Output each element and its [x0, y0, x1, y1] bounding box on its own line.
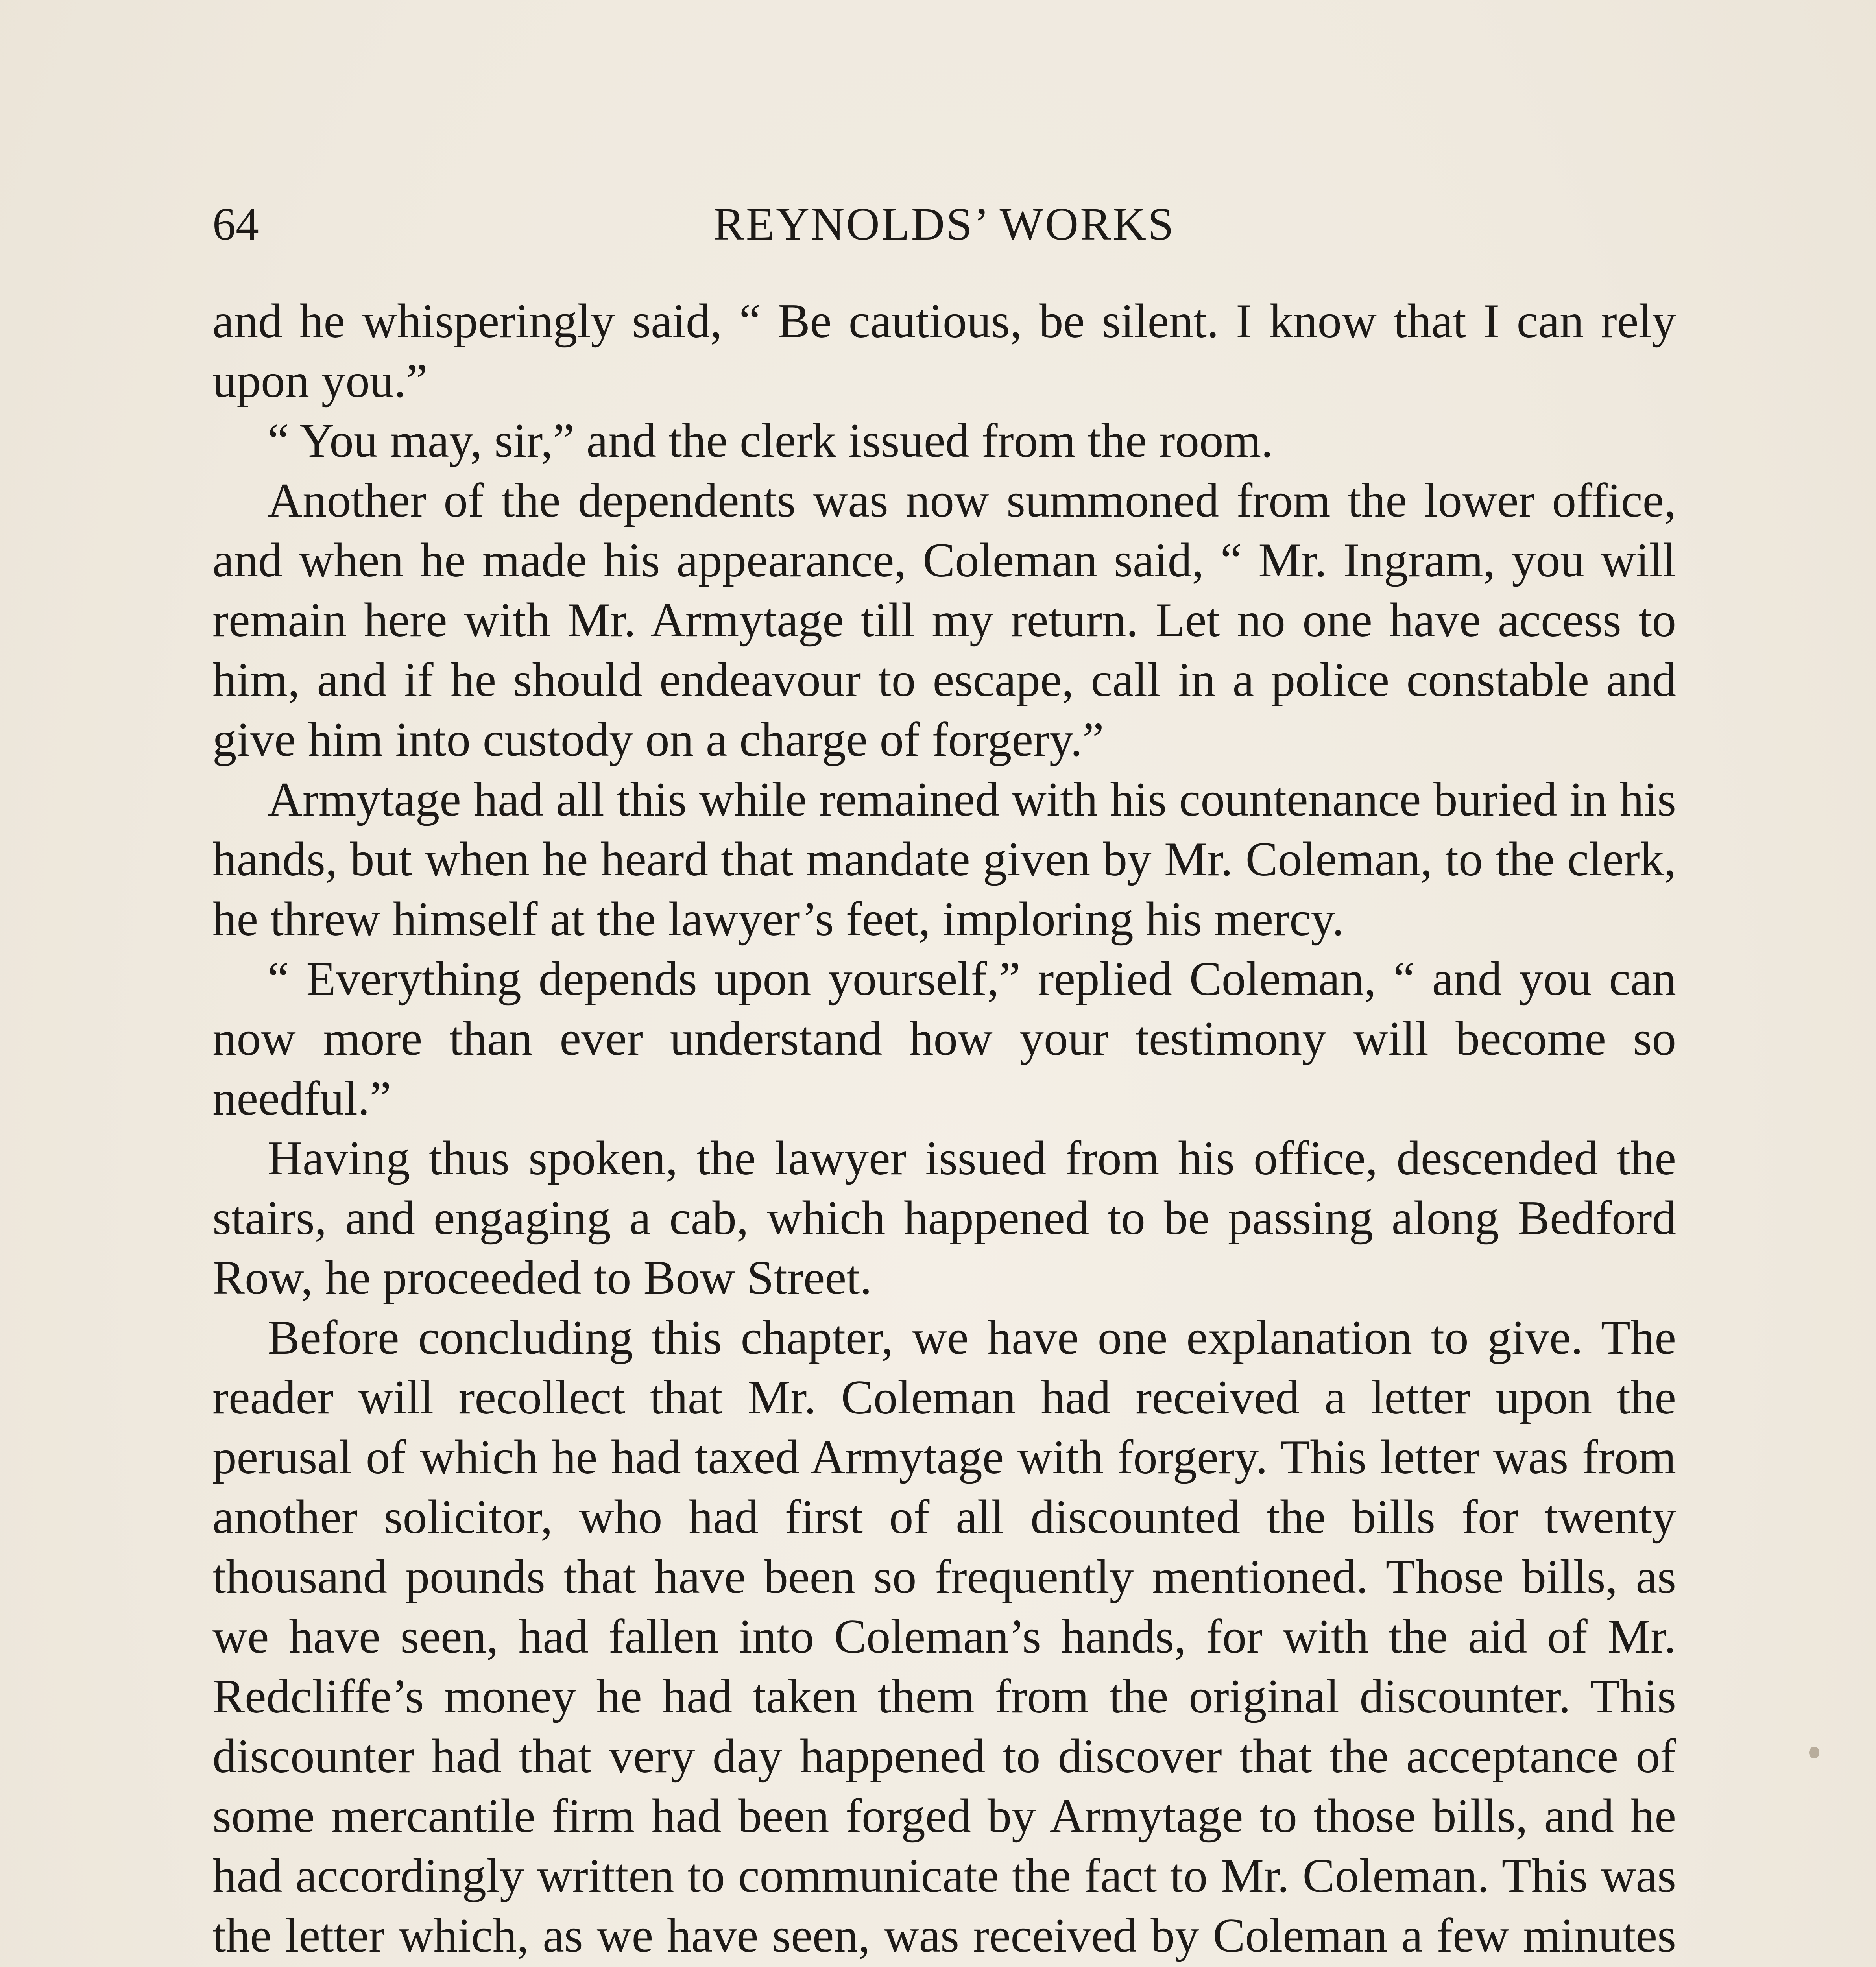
- ink-speck: [1809, 1747, 1819, 1758]
- running-title: REYNOLDS’ WORKS: [713, 198, 1175, 250]
- body-text: [212, 291, 1676, 1967]
- paragraph: Armytage had all this while remained with his countenance buried in his hands, but when he heard that mandate given by Mr. Coleman, to the clerk, he threw himself at the lawyer’s feet, imploring his mercy.: [212, 772, 1676, 946]
- page-number: 64: [212, 198, 259, 250]
- paragraph: Before concluding this chapter, we have one explanation to give. The reader will recollect that Mr. Coleman had received a letter upon the perusal of which he had taxed Armytage with forgery. This letter was from another solicitor, who had first of all discounted the bills for twenty thousand pounds that have been so frequently mentioned. Those bills, as we have seen, had fallen into Coleman’s hands, for with the aid of Mr. Redcliffe’s money he had taken them from the original discounter. This discounter had that very day happened to discover that the acceptance of some mercantile firm had been forged by Armytage to those bills, and he had accordingly written to communicate the fact to Mr. Coleman. This was the letter which, as we have seen, was received by Coleman a few minutes: [212, 1310, 1676, 1962]
- paragraph: Having thus spoken, the lawyer issued from his office, descended the stairs, and engaging a cab, which happened to be passing along Bedford Row, he proceeded to Bow Street.: [212, 1131, 1676, 1305]
- paragraph: “ You may, sir,” and the clerk issued from the room.: [268, 413, 1273, 467]
- paragraph: “ Everything depends upon yourself,” replied Coleman, “ and you can now more than ever understand how your testimony will become so needful.”: [212, 952, 1676, 1125]
- paragraph: and he whisperingly said, “ Be cautious, be silent. I know that I can rely upon you.”: [212, 294, 1676, 408]
- paragraph: Another of the dependents was now summoned from the lower office, and when he made his appearance, Coleman said, “ Mr. Ingram, you will remain here with Mr. Armytage till my return. Let no one have access to him, and if he should endeavour to escape, call in a police constable and give him into custody on a charge of forgery.”: [212, 473, 1676, 766]
- running-head: [212, 185, 1676, 264]
